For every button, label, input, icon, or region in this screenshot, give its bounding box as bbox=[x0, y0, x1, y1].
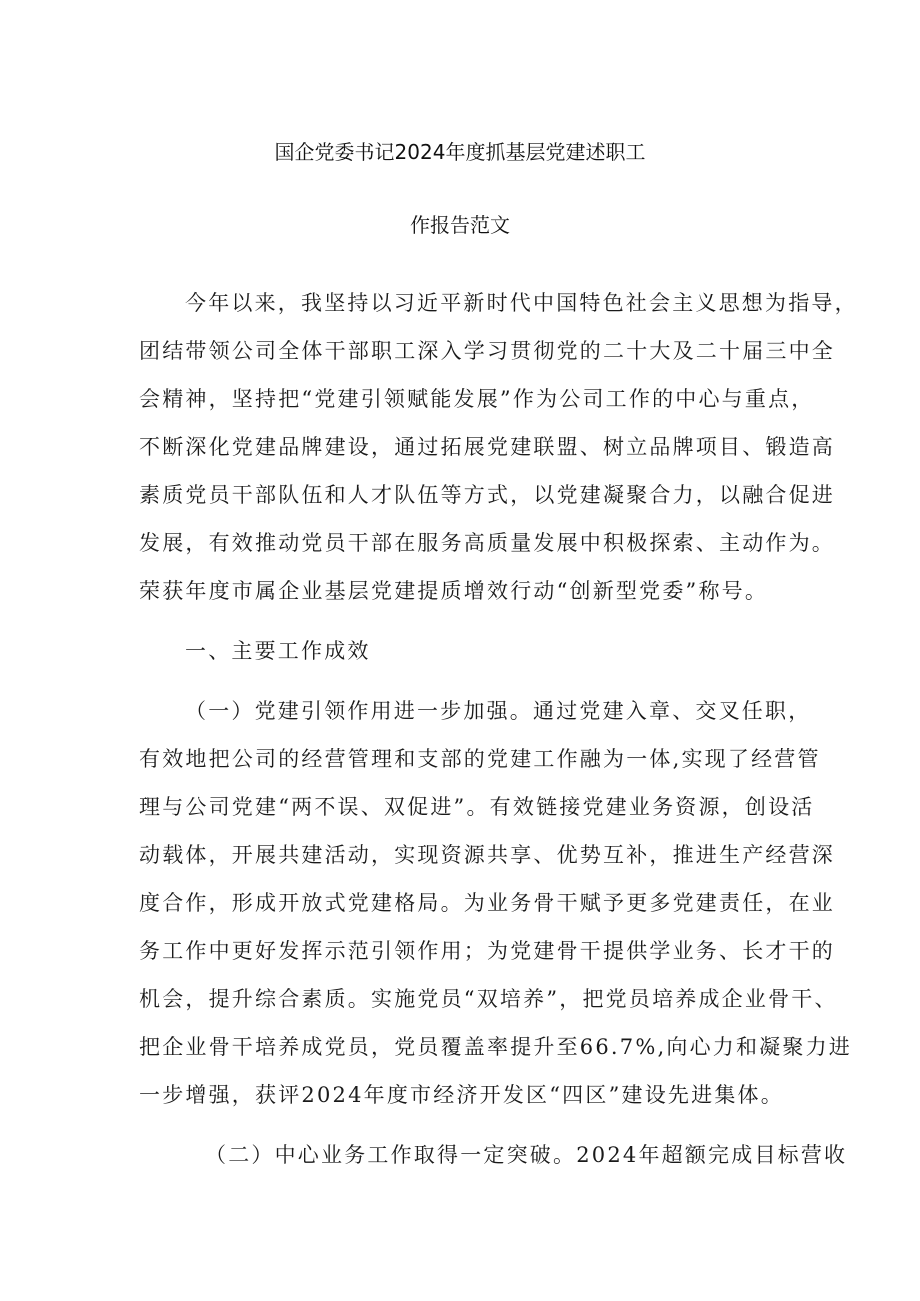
paragraph-1-line-1: 今年以来，我坚持以习近平新时代中国特色社会主义思想为指导， bbox=[185, 291, 858, 315]
paragraph-2-line-9: 一步增强，获评2024年度市经济开发区“四区”建设先进集体。 bbox=[139, 1083, 784, 1107]
paragraph-3-line-1: （二）中心业务工作取得一定突破。2024年超额完成目标营收 bbox=[205, 1143, 848, 1167]
document-title-line-2: 作报告范文 bbox=[410, 213, 510, 237]
document-title-line-1: 国企党委书记2024年度抓基层党建述职工 bbox=[274, 140, 646, 164]
paragraph-1-line-2: 团结带领公司全体干部职工深入学习贯彻党的二十大及二十届三中全 bbox=[139, 339, 835, 363]
paragraph-2-line-7: 机会，提升综合素质。实施党员“双培养”，把党员培养成企业骨干、 bbox=[139, 987, 838, 1011]
paragraph-2-line-1: （一）党建引领作用进一步加强。通过党建入章、交叉任职， bbox=[185, 699, 812, 723]
paragraph-2-line-3: 理与公司党建“两不误、双促进”。有效链接党建业务资源，创设活 bbox=[139, 795, 815, 819]
paragraph-2-line-6: 务工作中更好发挥示范引领作用；为党建骨干提供学业务、长才干的 bbox=[139, 939, 835, 963]
paragraph-1-line-3: 会精神，坚持把“党建引领赋能发展”作为公司工作的中心与重点， bbox=[139, 387, 815, 411]
paragraph-2-line-5: 度合作，形成开放式党建格局。为业务骨干赋予更多党建责任，在业 bbox=[139, 891, 835, 915]
section-heading-1: 一、主要工作成效 bbox=[185, 639, 371, 663]
paragraph-1-line-6: 发展，有效推动党员干部在服务高质量发展中积极探索、主动作为。 bbox=[139, 531, 835, 555]
paragraph-2-line-8: 把企业骨干培养成党员，党员覆盖率提升至66.7%,向心力和凝聚力进 bbox=[139, 1035, 852, 1059]
paragraph-2-line-4: 动载体，开展共建活动，实现资源共享、优势互补，推进生产经营深 bbox=[139, 843, 835, 867]
paragraph-1-line-7: 荣获年度市属企业基层党建提质增效行动“创新型党委”称号。 bbox=[139, 579, 769, 603]
paragraph-1-line-4: 不断深化党建品牌建设，通过拓展党建联盟、树立品牌项目、锻造高 bbox=[139, 435, 835, 459]
paragraph-1-line-5: 素质党员干部队伍和人才队伍等方式，以党建凝聚合力，以融合促进 bbox=[139, 483, 835, 507]
paragraph-2-line-2: 有效地把公司的经营管理和支部的党建工作融为一体,实现了经营管 bbox=[139, 747, 821, 771]
